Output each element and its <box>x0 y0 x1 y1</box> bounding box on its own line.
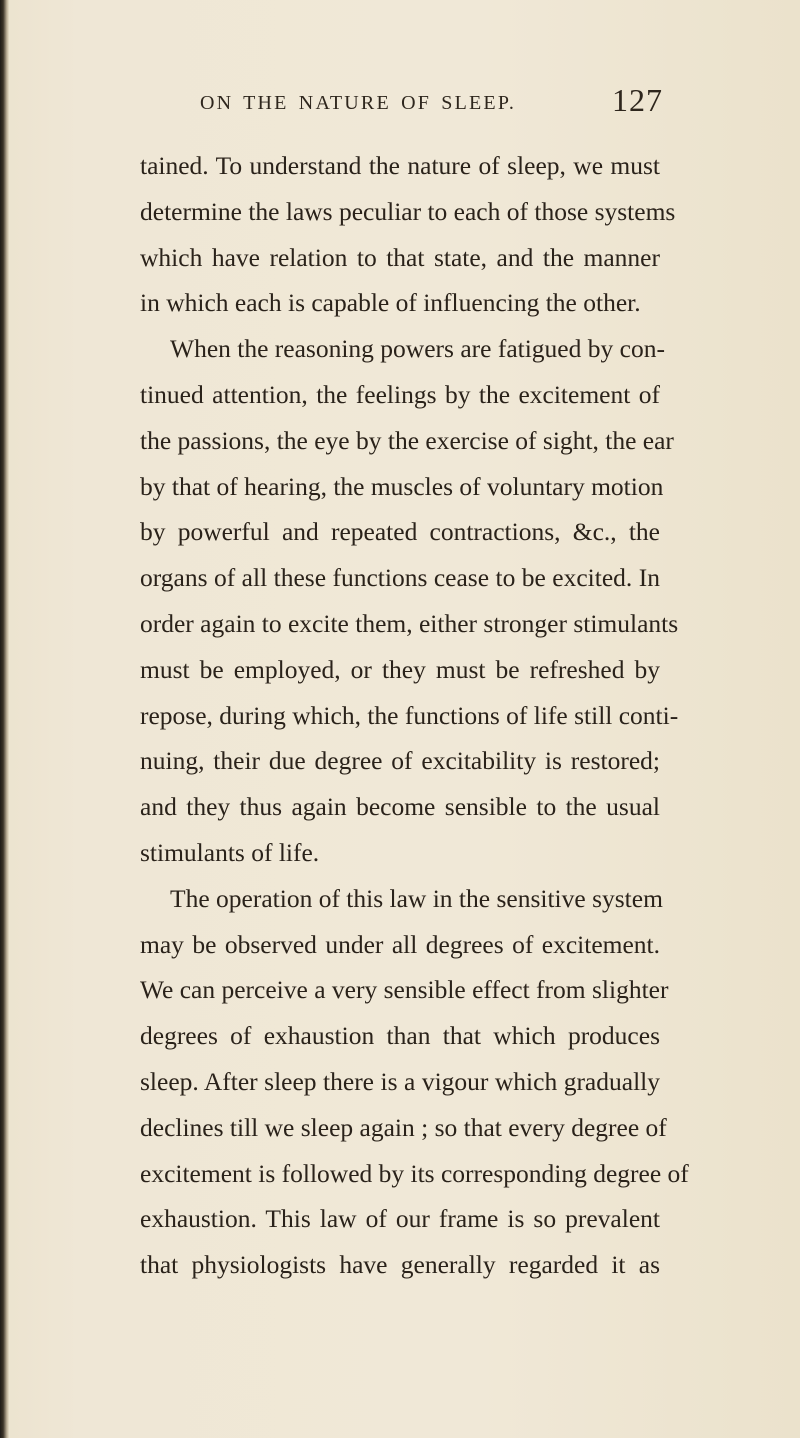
text-line: determine the laws peculiar to each of those systems <box>140 196 676 226</box>
text-line: nuing, their due degree of excitability is restored; <box>140 746 660 776</box>
body-text <box>140 143 689 1288</box>
text-line: and they thus again become sensible to the usual <box>140 792 660 822</box>
text-line: stimulants of life. <box>140 837 320 867</box>
text-line: The operation of this law in the sensitive system <box>170 883 663 913</box>
running-title: ON THE NATURE OF SLEEP. <box>200 92 517 114</box>
text-line: by powerful and repeated contractions, &c., the <box>140 517 660 547</box>
text-line: organs of all these functions cease to be excited. In <box>140 563 660 593</box>
text-line: must be employed, or they must be refreshed by <box>140 654 660 684</box>
text-line: tinued attention, the feelings by the excitement of <box>140 379 660 409</box>
page-binding-edge <box>0 0 9 1438</box>
page-number: 127 <box>612 82 663 118</box>
text-line: which have relation to that state, and the manner <box>140 242 660 272</box>
text-line: may be observed under all degrees of excitement. <box>140 929 660 959</box>
text-line: When the reasoning powers are fatigued by con- <box>170 334 665 364</box>
text-line: excitement is followed by its corresponding degree of <box>140 1158 689 1188</box>
text-line: repose, during which, the functions of life still conti- <box>140 700 679 730</box>
text-line: sleep. After sleep there is a vigour which gradually <box>140 1066 660 1096</box>
text-line: exhaustion. This law of our frame is so prevalent <box>140 1204 660 1234</box>
text-line: the passions, the eye by the exercise of sight, the ear <box>140 425 674 455</box>
text-line: We can perceive a very sensible effect from slighter <box>140 975 669 1005</box>
text-line: in which each is capable of influencing the other. <box>140 288 641 318</box>
text-line: declines till we sleep again ; so that every degree of <box>140 1112 667 1142</box>
text-line: by that of hearing, the muscles of voluntary motion <box>140 471 664 501</box>
text-line: degrees of exhaustion than that which produces <box>140 1021 660 1051</box>
page-header <box>200 82 663 128</box>
text-line: order again to excite them, either stronger stimulants <box>140 608 679 638</box>
text-line: tained. To understand the nature of sleep, we must <box>140 151 660 180</box>
text-line: that physiologists have generally regarded it as <box>140 1250 660 1280</box>
